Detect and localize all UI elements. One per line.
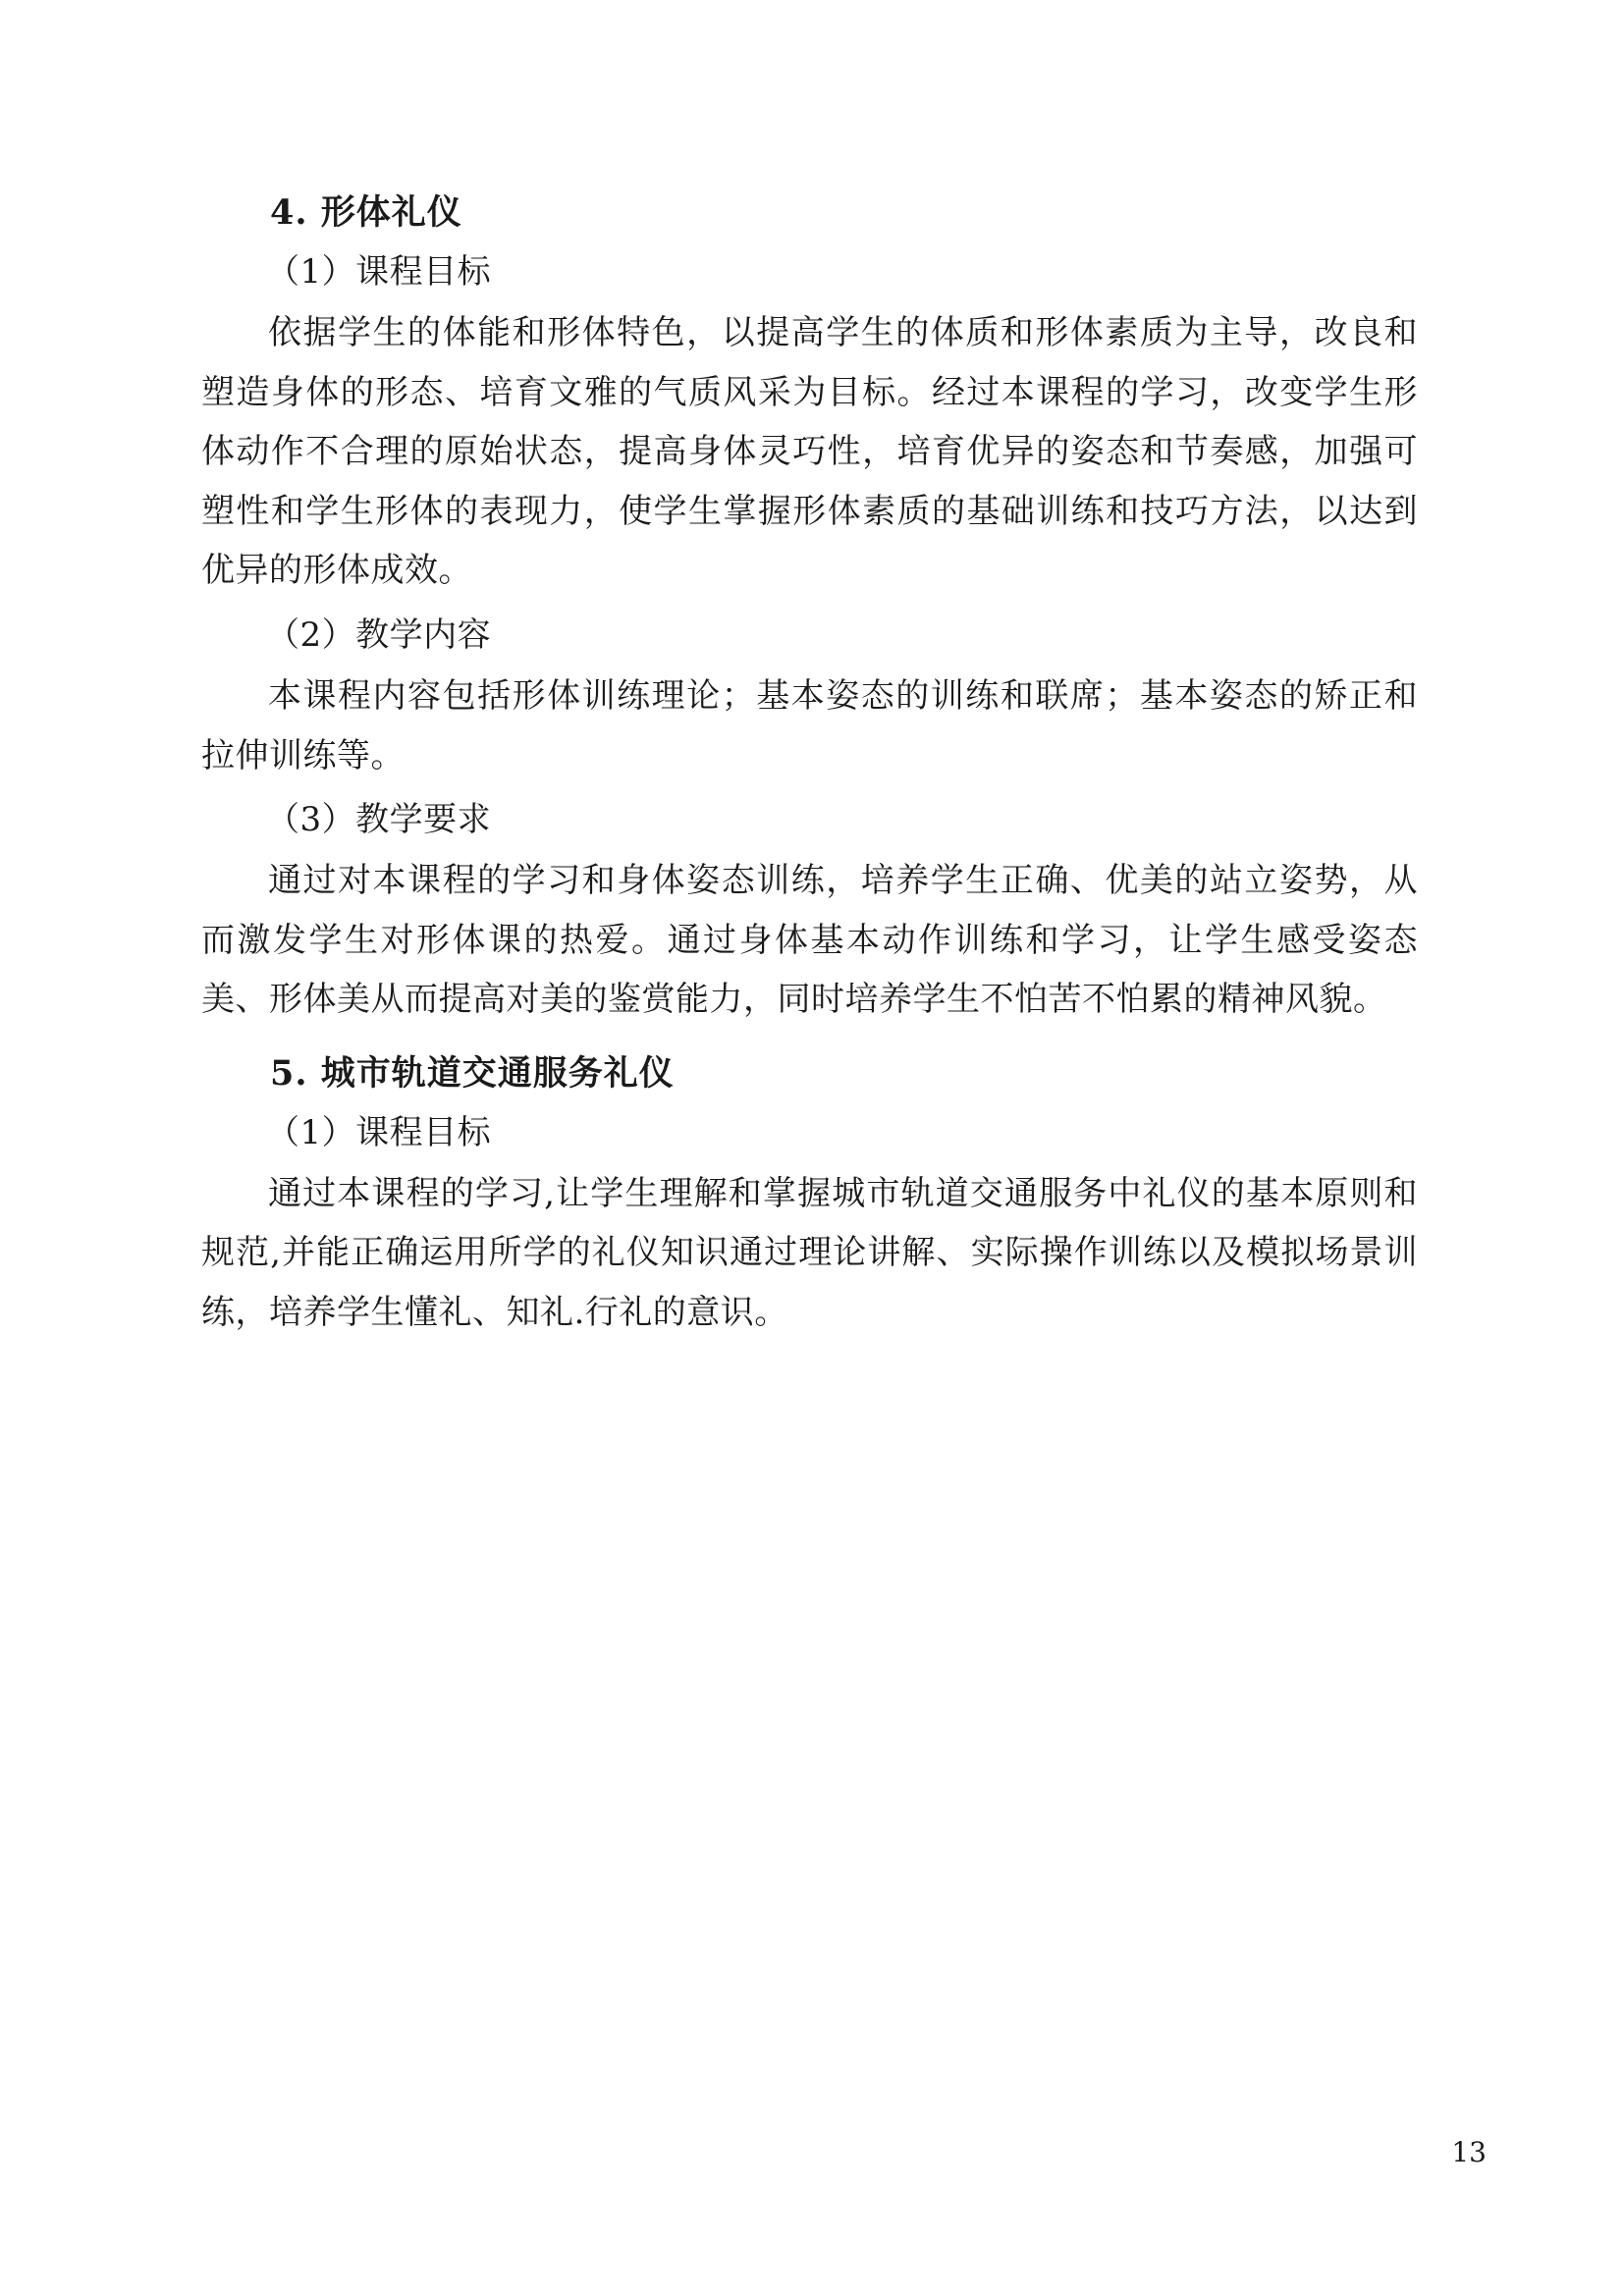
subsection-heading-5-1: （1）课程目标 bbox=[266, 1112, 492, 1152]
subsection-heading-4-1: （1）课程目标 bbox=[266, 252, 492, 293]
paragraph-teaching-content-4: 本课程内容包括形体训练理论；基本姿态的训练和联席；基本姿态的矫正和拉伸训练等。 bbox=[201, 675, 1418, 775]
section-spacer bbox=[201, 1038, 1418, 1047]
paragraph-course-objective-5: 通过本课程的学习,让学生理解和掌握城市轨道交通服务中礼仪的基本原则和规范,并能正确运用所学的礼仪知识通过理论讲解、实际操作训练以及模拟场景训练，培养学生懂礼、知礼.行礼的意识。 bbox=[201, 1173, 1418, 1332]
page-number: 13 bbox=[1451, 2136, 1487, 2168]
page-content bbox=[201, 187, 1418, 1343]
paragraph-teaching-requirement-4: 通过对本课程的学习和身体姿态训练，培养学生正确、优美的站立姿势，从而激发学生对形体课的热爱。通过身体基本动作训练和学习，让学生感受姿态美、形体美从而提高对美的鉴赏能力，同时培养学生不怕苦不怕累的精神风貌。 bbox=[201, 861, 1418, 1020]
paragraph-course-objective-4: 依据学生的体能和形体特色，以提高学生的体质和形体素质为主导，改良和塑造身体的形态、培育文雅的气质风采为目标。经过本课程的学习，改变学生形体动作不合理的原始状态，提高身体灵巧性，培育优异的姿态和节奏感，加强可塑性和学生形体的表现力，使学生掌握形体素质的基础训练和技巧方法，以达到优异的形体成效。 bbox=[201, 313, 1418, 591]
subsection-heading-4-3: （3）教学要求 bbox=[266, 800, 492, 840]
subsection-heading-4-2: （2）教学内容 bbox=[266, 614, 492, 655]
section-heading-4: 4. 形体礼仪 bbox=[270, 192, 462, 233]
section-heading-5: 5. 城市轨道交通服务礼仪 bbox=[270, 1052, 675, 1094]
